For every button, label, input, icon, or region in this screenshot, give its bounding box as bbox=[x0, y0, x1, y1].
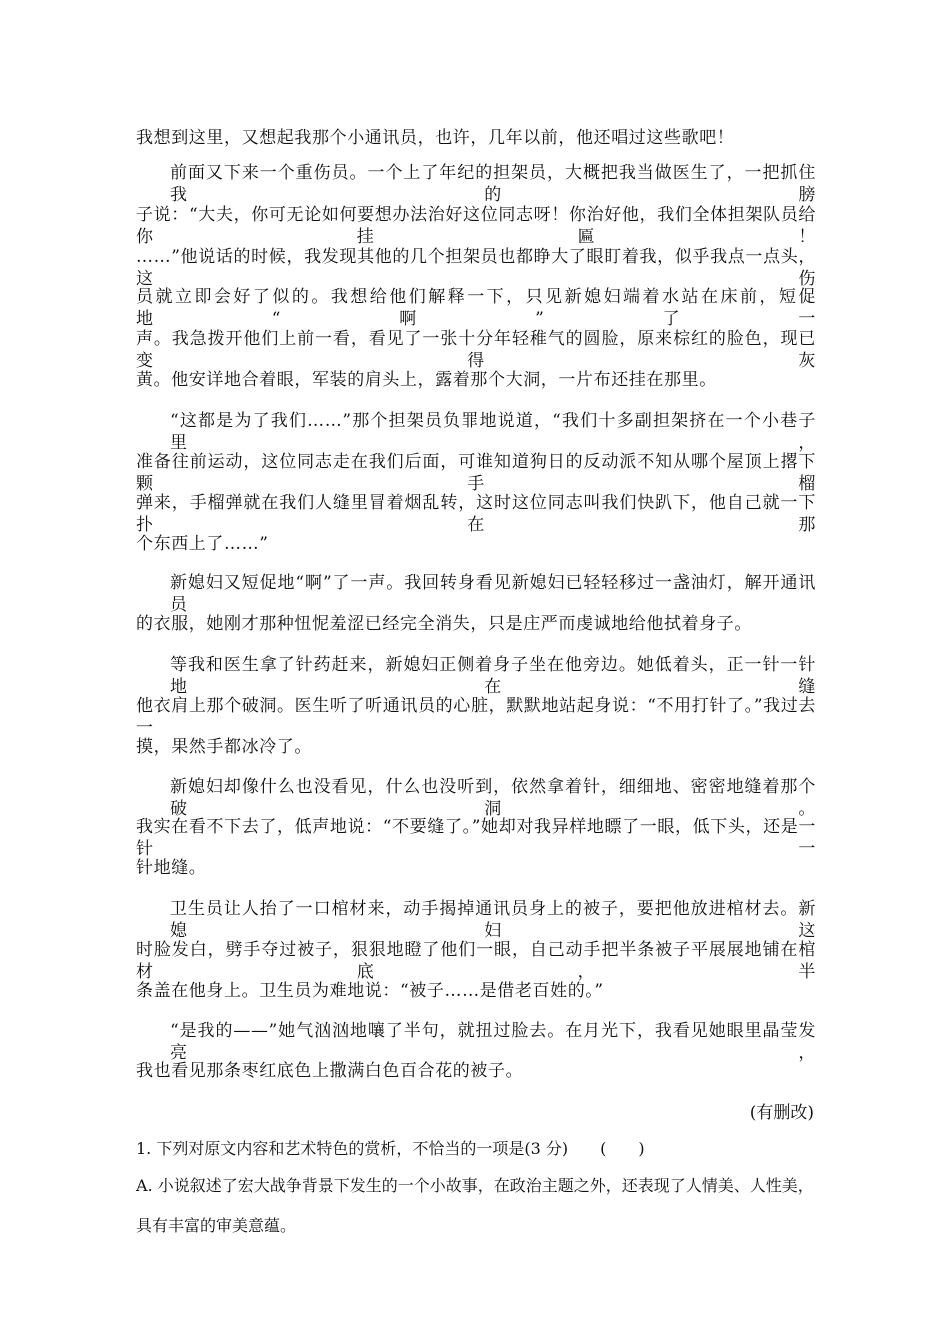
paragraph-line: 个东西上了……” bbox=[136, 534, 269, 554]
paragraph-line: 时脸发白，劈手夺过被子，狠狠地瞪了他们一眼，自己动手把半条被子平展展地铺在棺材底，半 bbox=[136, 940, 816, 982]
paragraph-line: 我也看见那条枣红底色上撒满白色百合花的被子。 bbox=[136, 1061, 524, 1081]
paragraph-line: 我实在看不下去了，低声地说：“不要缝了。”她却对我异样地瞟了一眼，低下头，还是一针一 bbox=[136, 817, 816, 859]
paragraph-line: 等我和医生拿了针药赶来，新媳妇正侧着身子坐在他旁边。她低着头，正一针一针地在缝 bbox=[170, 655, 816, 697]
question-stem: 1. 下列对原文内容和艺术特色的赏析，不恰当的一项是(3 分) ( ) bbox=[136, 1139, 645, 1158]
option-a-line: A. 小说叙述了宏大战争背景下发生的一个小故事，在政治主题之外，还表现了人情美、人性美， bbox=[136, 1176, 814, 1195]
source-note: (有删改) bbox=[749, 1103, 814, 1123]
paragraph-line: 新媳妇又短促地“啊”了一声。我回转身看见新媳妇已轻轻移过一盏油灯，解开通讯员 bbox=[170, 573, 816, 615]
paragraph-line: 弹来，手榴弹就在我们人缝里冒着烟乱转，这时这位同志叫我们快趴下，他自己就一下扑在那 bbox=[136, 493, 816, 535]
paragraph-line: 员就立即会好了似的。我想给他们解释一下，只见新媳妇端着水站在床前，短促地“啊”了一 bbox=[136, 287, 816, 329]
paragraph-line: 声。我急拨开他们上前一看，看见了一张十分年轻稚气的圆脸，原来棕红的脸色，现已变得灰 bbox=[136, 329, 816, 371]
paragraph-line: 我想到这里，又想起我那个小通讯员，也许，几年以前，他还唱过这些歌吧！ bbox=[136, 128, 735, 148]
paragraph-line: 的衣服，她刚才那种忸怩羞涩已经完全消失，只是庄严而虔诚地给他拭着身子。 bbox=[136, 614, 752, 634]
paragraph-line: 条盖在他身上。卫生员为难地说：“被子……是借老百姓的。” bbox=[136, 981, 604, 1001]
paragraph-line: 黄。他安详地合着眼，军装的肩头上，露着那个大洞，一片布还挂在那里。 bbox=[136, 370, 717, 390]
paragraph-line: ……”他说话的时候，我发现其他的几个担架员也都睁大了眼盯着我，似乎我点一点头，这伤 bbox=[136, 247, 816, 289]
paragraph-line: 子说：“大夫，你可无论如何要想办法治好这位同志呀！你治好他，我们全体担架队员给你挂匾！ bbox=[136, 205, 816, 247]
paragraph-line: 摸，果然手都冰冷了。 bbox=[136, 737, 312, 757]
paragraph-line: 前面又下来一个重伤员。一个上了年纪的担架员，大概把我当做医生了，一把抓住我的膀 bbox=[170, 163, 816, 205]
option-a-line: 具有丰富的审美意蕴。 bbox=[136, 1216, 297, 1235]
paragraph-line: 针地缝。 bbox=[136, 858, 207, 878]
paragraph-line: 准备往前运动，这位同志走在我们后面，可谁知道狗日的反动派不知从哪个屋顶上撂下颗手榴 bbox=[136, 452, 816, 494]
paragraph-line: 新媳妇却像什么也没看见，什么也没听到，依然拿着针，细细地、密密地缝着那个破洞。 bbox=[170, 777, 816, 819]
paragraph-line: “这都是为了我们……”那个担架员负罪地说道，“我们十多副担架挤在一个小巷子里， bbox=[170, 411, 816, 453]
paragraph-line: 卫生员让人抬了一口棺材来，动手揭掉通讯员身上的被子，要把他放进棺材去。新媳妇这 bbox=[170, 899, 816, 941]
paragraph-line: 他衣肩上那个破洞。医生听了听通讯员的心脏，默默地站起身说：“不用打针了。”我过去一 bbox=[136, 696, 816, 738]
paragraph-line: “是我的——”她气汹汹地嚷了半句，就扭过脸去。在月光下，我看见她眼里晶莹发亮， bbox=[170, 1021, 816, 1063]
